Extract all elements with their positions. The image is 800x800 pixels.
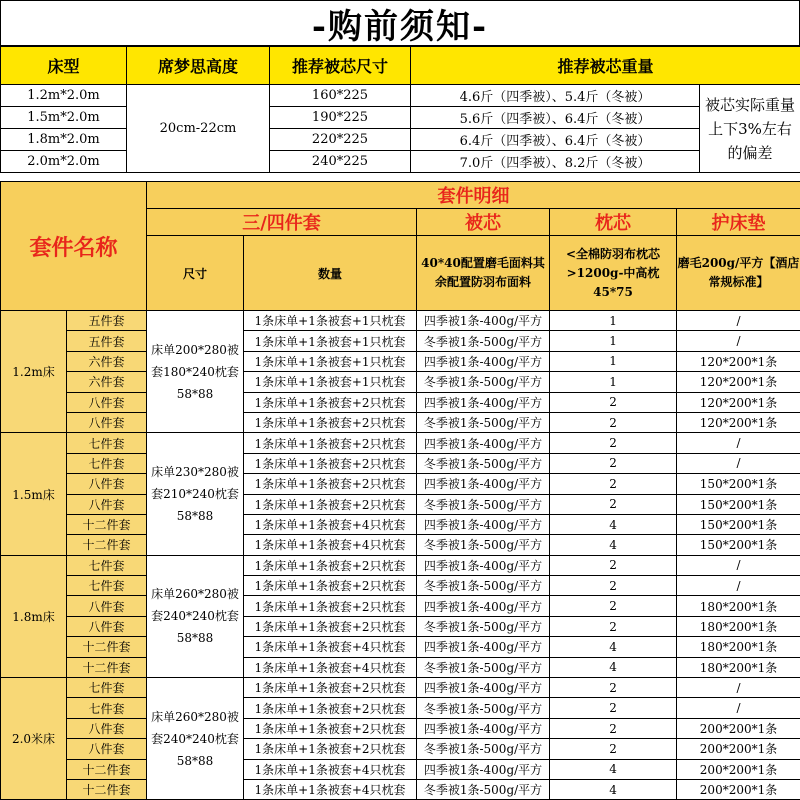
bed-size-cell: 1.5m*2.0m xyxy=(1,107,127,129)
pillow-count-cell: 2 xyxy=(550,474,677,494)
mattress-pad-cell: 150*200*1条 xyxy=(677,535,800,555)
mattress-pad-cell: 120*200*1条 xyxy=(677,372,800,392)
mattress-pad-cell: 200*200*1条 xyxy=(677,779,800,799)
pillow-count-cell: 2 xyxy=(550,453,677,473)
set-name-cell: 七件套 xyxy=(67,555,147,575)
set-row xyxy=(1,596,800,616)
mattress-pad-cell: 200*200*1条 xyxy=(677,759,800,779)
quantity-cell: 1条床单+1条被套+2只枕套 xyxy=(244,616,417,636)
quilt-cell: 四季被1条-400g/平方 xyxy=(417,637,550,657)
pillow-count-cell: 2 xyxy=(550,678,677,698)
set-row xyxy=(1,576,800,596)
pillow-count-cell: 1 xyxy=(550,351,677,371)
pillow-count-cell: 4 xyxy=(550,759,677,779)
quantity-cell: 1条床单+1条被套+1只枕套 xyxy=(244,331,417,351)
pillow-count-cell: 2 xyxy=(550,555,677,575)
quilt-cell: 冬季被1条-500g/平方 xyxy=(417,535,550,555)
mattress-height-cell: 20cm-22cm xyxy=(127,85,270,173)
quilt-weight-cell: 4.6斤（四季被）、5.4斤（冬被） xyxy=(411,85,700,107)
set-name-cell: 七件套 xyxy=(67,453,147,473)
set-row xyxy=(1,678,800,698)
set-row xyxy=(1,331,800,351)
set-row xyxy=(1,494,800,514)
quantity-cell: 1条床单+1条被套+1只枕套 xyxy=(244,351,417,371)
pillow-count-cell: 2 xyxy=(550,596,677,616)
quantity-cell: 1条床单+1条被套+2只枕套 xyxy=(244,474,417,494)
set-name-cell: 七件套 xyxy=(67,433,147,453)
pillow-count-cell: 2 xyxy=(550,412,677,432)
quilt-size-cell: 240*225 xyxy=(270,151,411,173)
bed-size-label: 2.0米床 xyxy=(1,678,67,800)
set-name-cell: 十二件套 xyxy=(67,779,147,799)
quantity-cell: 1条床单+1条被套+4只枕套 xyxy=(244,535,417,555)
quilt-cell: 四季被1条-400g/平方 xyxy=(417,433,550,453)
header-pillow: 枕芯 xyxy=(550,209,677,236)
set-name-cell: 十二件套 xyxy=(67,514,147,534)
quilt-cell: 冬季被1条-500g/平方 xyxy=(417,331,550,351)
mattress-pad-cell: 200*200*1条 xyxy=(677,718,800,738)
set-detail-table xyxy=(0,181,800,800)
mattress-pad-cell: / xyxy=(677,678,800,698)
header-size: 尺寸 xyxy=(147,236,244,311)
recommendation-table xyxy=(0,46,800,173)
quantity-cell: 1条床单+1条被套+2只枕套 xyxy=(244,494,417,514)
detail-header-row xyxy=(1,182,800,209)
set-name-cell: 八件套 xyxy=(67,392,147,412)
mattress-pad-cell: / xyxy=(677,698,800,718)
pillow-count-cell: 4 xyxy=(550,779,677,799)
size-spec-cell: 床单200*280被套180*240枕套58*88 xyxy=(147,311,244,433)
set-row xyxy=(1,779,800,799)
set-row xyxy=(1,453,800,473)
bed-size-label: 1.8m床 xyxy=(1,555,67,677)
mattress-pad-cell: / xyxy=(677,331,800,351)
quantity-cell: 1条床单+1条被套+1只枕套 xyxy=(244,311,417,331)
pillow-count-cell: 2 xyxy=(550,718,677,738)
quantity-cell: 1条床单+1条被套+4只枕套 xyxy=(244,637,417,657)
mattress-pad-cell: 120*200*1条 xyxy=(677,412,800,432)
recommendation-row xyxy=(1,151,800,173)
quantity-cell: 1条床单+1条被套+4只枕套 xyxy=(244,779,417,799)
quilt-cell: 四季被1条-400g/平方 xyxy=(417,514,550,534)
size-spec-cell: 床单260*280被套240*240枕套58*88 xyxy=(147,678,244,800)
quilt-cell: 冬季被1条-500g/平方 xyxy=(417,739,550,759)
quantity-cell: 1条床单+1条被套+2只枕套 xyxy=(244,412,417,432)
quantity-cell: 1条床单+1条被套+2只枕套 xyxy=(244,392,417,412)
quilt-cell: 冬季被1条-500g/平方 xyxy=(417,698,550,718)
mattress-pad-cell: / xyxy=(677,433,800,453)
pillow-count-cell: 2 xyxy=(550,433,677,453)
header-quilt-spec: 40*40配置磨毛面料其余配置防羽布面料 xyxy=(417,236,550,311)
set-row xyxy=(1,637,800,657)
set-row xyxy=(1,372,800,392)
quilt-size-cell: 190*225 xyxy=(270,107,411,129)
header-mattress-pad: 护床垫 xyxy=(677,209,800,236)
size-spec-cell: 床单260*280被套240*240枕套58*88 xyxy=(147,555,244,677)
quantity-cell: 1条床单+1条被套+4只枕套 xyxy=(244,514,417,534)
bed-size-label: 1.2m床 xyxy=(1,311,67,433)
quilt-cell: 冬季被1条-500g/平方 xyxy=(417,453,550,473)
mattress-pad-cell: 150*200*1条 xyxy=(677,474,800,494)
quilt-cell: 四季被1条-400g/平方 xyxy=(417,678,550,698)
quantity-cell: 1条床单+1条被套+4只枕套 xyxy=(244,657,417,677)
quilt-cell: 冬季被1条-500g/平方 xyxy=(417,494,550,514)
pillow-count-cell: 1 xyxy=(550,331,677,351)
quilt-cell: 冬季被1条-500g/平方 xyxy=(417,576,550,596)
quilt-cell: 四季被1条-400g/平方 xyxy=(417,311,550,331)
set-row xyxy=(1,351,800,371)
page-title: -购前须知- xyxy=(0,0,800,46)
set-row xyxy=(1,311,800,331)
quilt-cell: 四季被1条-400g/平方 xyxy=(417,392,550,412)
quantity-cell: 1条床单+1条被套+2只枕套 xyxy=(244,698,417,718)
pillow-count-cell: 4 xyxy=(550,514,677,534)
set-name-cell: 十二件套 xyxy=(67,535,147,555)
bed-size-cell: 1.2m*2.0m xyxy=(1,85,127,107)
set-name-cell: 七件套 xyxy=(67,698,147,718)
header-pad-spec: 磨毛200g/平方【酒店常规标准】 xyxy=(677,236,800,311)
set-row xyxy=(1,392,800,412)
set-name-cell: 六件套 xyxy=(67,351,147,371)
set-row xyxy=(1,412,800,432)
mattress-pad-cell: 150*200*1条 xyxy=(677,494,800,514)
quantity-cell: 1条床单+1条被套+2只枕套 xyxy=(244,576,417,596)
set-name-cell: 八件套 xyxy=(67,474,147,494)
quantity-cell: 1条床单+1条被套+4只枕套 xyxy=(244,759,417,779)
header-quantity: 数量 xyxy=(244,236,417,311)
set-name-cell: 八件套 xyxy=(67,596,147,616)
bed-size-cell: 2.0m*2.0m xyxy=(1,151,127,173)
set-row xyxy=(1,474,800,494)
bed-size-cell: 1.8m*2.0m xyxy=(1,129,127,151)
set-name-cell: 八件套 xyxy=(67,739,147,759)
pillow-count-cell: 2 xyxy=(550,739,677,759)
mattress-pad-cell: 180*200*1条 xyxy=(677,596,800,616)
quilt-cell: 四季被1条-400g/平方 xyxy=(417,718,550,738)
quilt-cell: 四季被1条-400g/平方 xyxy=(417,555,550,575)
set-name-header: 套件名称 xyxy=(1,182,147,311)
set-name-cell: 十二件套 xyxy=(67,759,147,779)
set-name-cell: 七件套 xyxy=(67,576,147,596)
header-bed-type: 床型 xyxy=(1,47,127,85)
quilt-weight-cell: 7.0斤（四季被）、8.2斤（冬被） xyxy=(411,151,700,173)
set-row xyxy=(1,739,800,759)
mattress-pad-cell: 200*200*1条 xyxy=(677,739,800,759)
set-name-cell: 十二件套 xyxy=(67,637,147,657)
set-row xyxy=(1,698,800,718)
quilt-cell: 冬季被1条-500g/平方 xyxy=(417,779,550,799)
header-quilt: 被芯 xyxy=(417,209,550,236)
set-row xyxy=(1,759,800,779)
set-name-cell: 六件套 xyxy=(67,372,147,392)
quilt-cell: 四季被1条-400g/平方 xyxy=(417,596,550,616)
set-row xyxy=(1,535,800,555)
set-row xyxy=(1,718,800,738)
set-row xyxy=(1,616,800,636)
mattress-pad-cell: 120*200*1条 xyxy=(677,351,800,371)
mattress-pad-cell: 180*200*1条 xyxy=(677,657,800,677)
quilt-cell: 冬季被1条-500g/平方 xyxy=(417,372,550,392)
set-row xyxy=(1,514,800,534)
mattress-pad-cell: / xyxy=(677,576,800,596)
quantity-cell: 1条床单+1条被套+2只枕套 xyxy=(244,596,417,616)
quantity-cell: 1条床单+1条被套+1只枕套 xyxy=(244,372,417,392)
mattress-pad-cell: / xyxy=(677,311,800,331)
quilt-cell: 冬季被1条-500g/平方 xyxy=(417,616,550,636)
pillow-count-cell: 4 xyxy=(550,535,677,555)
header-set-contents: 三/四件套 xyxy=(147,209,417,236)
set-name-cell: 八件套 xyxy=(67,718,147,738)
set-row xyxy=(1,657,800,677)
quantity-cell: 1条床单+1条被套+2只枕套 xyxy=(244,739,417,759)
pillow-count-cell: 1 xyxy=(550,311,677,331)
set-row xyxy=(1,433,800,453)
pillow-count-cell: 2 xyxy=(550,698,677,718)
pillow-count-cell: 1 xyxy=(550,372,677,392)
mattress-pad-cell: / xyxy=(677,555,800,575)
set-name-cell: 五件套 xyxy=(67,311,147,331)
recommendation-header-row xyxy=(1,47,800,85)
header-quilt-weight: 推荐被芯重量 xyxy=(411,47,800,85)
quantity-cell: 1条床单+1条被套+2只枕套 xyxy=(244,555,417,575)
set-name-cell: 五件套 xyxy=(67,331,147,351)
detail-body xyxy=(1,311,800,800)
quilt-size-cell: 160*225 xyxy=(270,85,411,107)
pillow-count-cell: 4 xyxy=(550,637,677,657)
weight-note: 被芯实际重量上下3%左右的偏差 xyxy=(700,85,800,173)
pillow-count-cell: 2 xyxy=(550,576,677,596)
quantity-cell: 1条床单+1条被套+2只枕套 xyxy=(244,678,417,698)
mattress-pad-cell: 180*200*1条 xyxy=(677,637,800,657)
set-name-cell: 八件套 xyxy=(67,494,147,514)
bed-size-label: 1.5m床 xyxy=(1,433,67,555)
header-mattress-height: 席梦思高度 xyxy=(127,47,270,85)
mattress-pad-cell: 120*200*1条 xyxy=(677,392,800,412)
size-spec-cell: 床单230*280被套210*240枕套58*88 xyxy=(147,433,244,555)
recommendation-row xyxy=(1,129,800,151)
set-detail-header: 套件明细 xyxy=(147,182,800,209)
pillow-count-cell: 2 xyxy=(550,392,677,412)
quilt-cell: 四季被1条-400g/平方 xyxy=(417,759,550,779)
set-name-cell: 八件套 xyxy=(67,412,147,432)
recommendation-row xyxy=(1,107,800,129)
set-name-cell: 七件套 xyxy=(67,678,147,698)
quilt-cell: 冬季被1条-500g/平方 xyxy=(417,412,550,432)
set-row xyxy=(1,555,800,575)
quilt-weight-cell: 6.4斤（四季被）、6.4斤（冬被） xyxy=(411,129,700,151)
quantity-cell: 1条床单+1条被套+2只枕套 xyxy=(244,718,417,738)
quilt-cell: 四季被1条-400g/平方 xyxy=(417,351,550,371)
quilt-weight-cell: 5.6斤（四季被）、6.4斤（冬被） xyxy=(411,107,700,129)
pillow-count-cell: 2 xyxy=(550,616,677,636)
quantity-cell: 1条床单+1条被套+2只枕套 xyxy=(244,453,417,473)
mattress-pad-cell: 180*200*1条 xyxy=(677,616,800,636)
set-name-cell: 十二件套 xyxy=(67,657,147,677)
quilt-size-cell: 220*225 xyxy=(270,129,411,151)
quilt-cell: 四季被1条-400g/平方 xyxy=(417,474,550,494)
header-pillow-spec: <全棉防羽布枕芯>1200g-中高枕45*75 xyxy=(550,236,677,311)
pillow-count-cell: 2 xyxy=(550,494,677,514)
set-name-cell: 八件套 xyxy=(67,616,147,636)
mattress-pad-cell: 150*200*1条 xyxy=(677,514,800,534)
pillow-count-cell: 4 xyxy=(550,657,677,677)
quantity-cell: 1条床单+1条被套+2只枕套 xyxy=(244,433,417,453)
quilt-cell: 冬季被1条-500g/平方 xyxy=(417,657,550,677)
header-quilt-size: 推荐被芯尺寸 xyxy=(270,47,411,85)
mattress-pad-cell: / xyxy=(677,453,800,473)
recommendation-row xyxy=(1,85,800,107)
